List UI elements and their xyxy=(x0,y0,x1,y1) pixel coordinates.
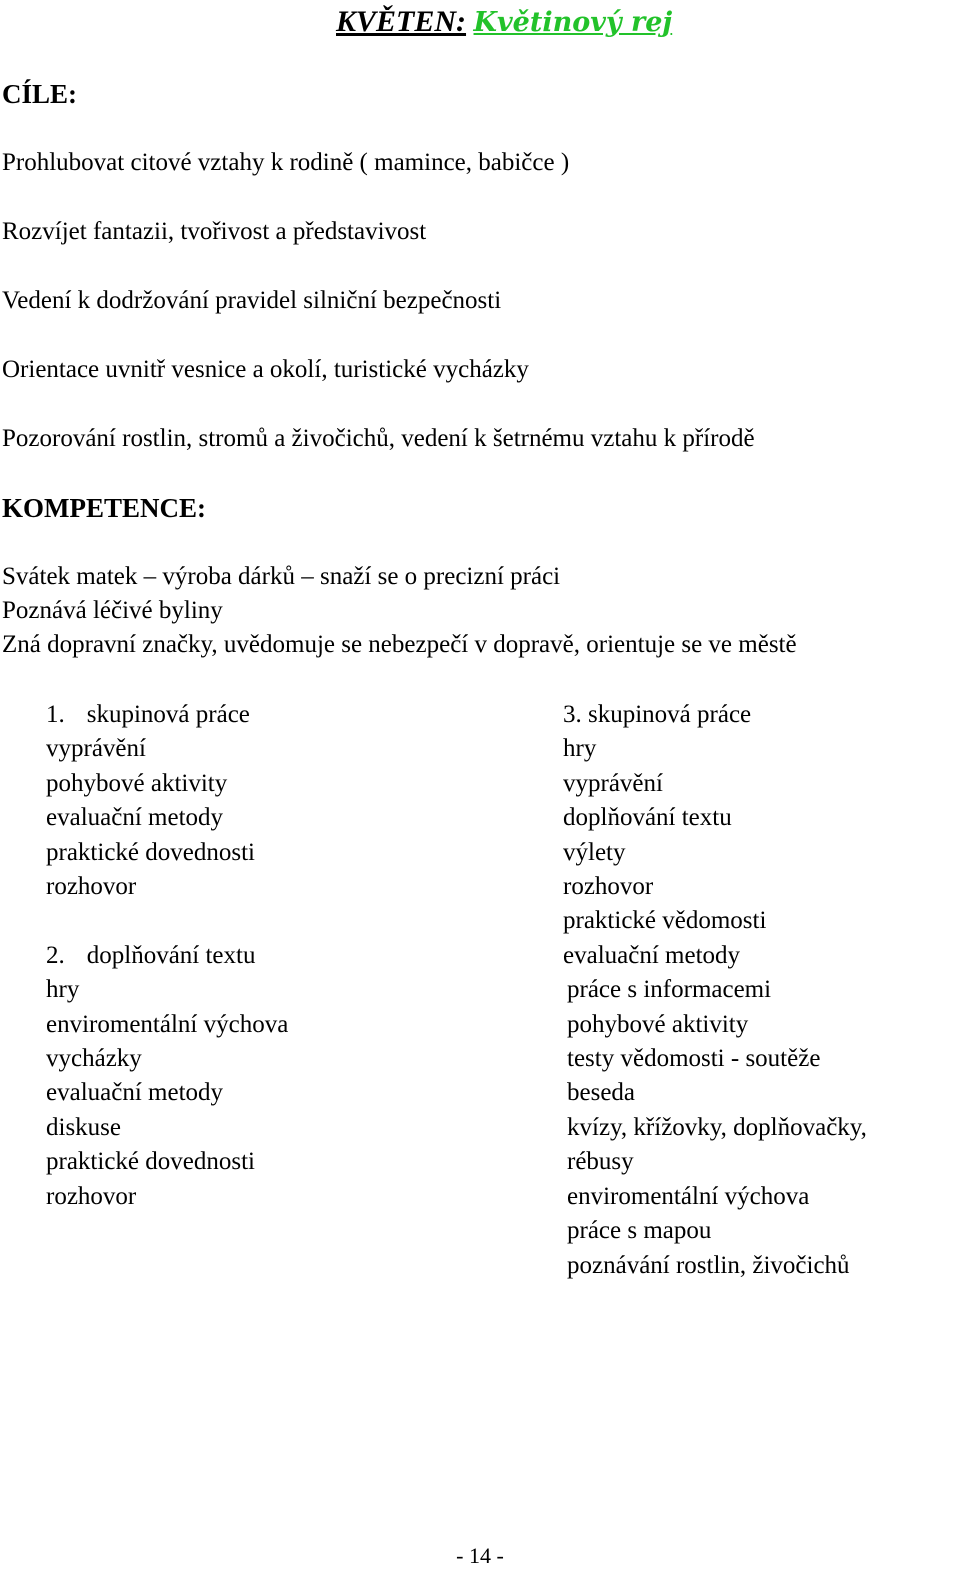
cile-item: Prohlubovat citové vztahy k rodině ( mamince, babičce ) xyxy=(2,149,570,176)
group-3-item: kvízy, křížovky, doplňovačky, xyxy=(567,1113,867,1141)
group-3-item: rébusy xyxy=(567,1148,634,1176)
group-3-item: hry xyxy=(563,735,597,763)
group-column-left xyxy=(46,698,288,1214)
page-number: - 14 - xyxy=(456,1543,504,1568)
kompetence-item: Zná dopravní značky, uvědomuje se nebezpečí v dopravě, orientuje se ve městě xyxy=(2,631,797,658)
group-3-item: práce s informacemi xyxy=(567,976,772,1004)
group-number: 3. xyxy=(563,701,582,728)
group-3-item: rozhovor xyxy=(563,873,654,901)
group-2-item: vycházky xyxy=(46,1045,142,1073)
group-2-item: rozhovor xyxy=(46,1182,137,1210)
group-3-item: pohybové aktivity xyxy=(567,1010,749,1038)
kompetence-item: Svátek matek – výroba dárků – snaží se o precizní práci xyxy=(2,563,561,590)
group-3-item: beseda xyxy=(567,1079,636,1107)
group-3-item: výlety xyxy=(563,838,626,866)
cile-item: Orientace uvnitř vesnice a okolí, turistické vycházky xyxy=(2,356,529,383)
group-2-title xyxy=(46,939,288,973)
cile-item: Vedení k dodržování pravidel silniční bezpečnosti xyxy=(2,287,502,314)
group-1-item: rozhovor xyxy=(46,873,137,901)
group-2-item: praktické dovednosti xyxy=(46,1148,255,1176)
title-month: KVĚTEN: xyxy=(336,5,467,38)
kompetence-item: Poznává léčivé byliny xyxy=(2,597,223,624)
group-1-item: vyprávění xyxy=(46,735,146,763)
group-3-item: enviromentální výchova xyxy=(567,1182,810,1210)
group-3-item: poznávání rostlin, živočichů xyxy=(567,1251,850,1279)
group-3-item: doplňování textu xyxy=(563,804,732,832)
cile-item: Pozorování rostlin, stromů a živočichů, vedení k šetrnému vztahu k přírodě xyxy=(2,425,755,452)
group-3-item: práce s mapou xyxy=(567,1217,712,1245)
group-1-item: evaluační metody xyxy=(46,804,224,832)
group-3-item: evaluační metody xyxy=(563,941,741,969)
group-1-item: pohybové aktivity xyxy=(46,769,228,797)
group-2-item: enviromentální výchova xyxy=(46,1010,289,1038)
kompetence-heading: KOMPETENCE: xyxy=(2,493,207,523)
group-title: doplňování textu xyxy=(86,941,256,969)
spacer xyxy=(46,904,288,938)
group-3-item: praktické vědomosti xyxy=(563,907,767,935)
group-1-title xyxy=(46,698,288,732)
title-theme: Květinový rej xyxy=(473,7,673,38)
group-3-item: testy vědomosti - soutěže xyxy=(567,1045,821,1073)
group-column-right xyxy=(563,698,867,1283)
cile-item: Rozvíjet fantazii, tvořivost a představivost xyxy=(2,218,427,245)
group-title: skupinová práce xyxy=(86,701,250,728)
cile-heading: CÍLE: xyxy=(2,79,78,109)
group-3-title xyxy=(563,698,867,732)
group-2-item: evaluační metody xyxy=(46,1079,224,1107)
group-1-item: praktické dovednosti xyxy=(46,838,255,866)
group-2-item: hry xyxy=(46,976,80,1004)
group-title: skupinová práce xyxy=(588,701,752,728)
group-number: 1. xyxy=(46,701,65,728)
page-title xyxy=(336,4,672,41)
group-2-item: diskuse xyxy=(46,1113,121,1141)
group-3-item: vyprávění xyxy=(563,769,663,797)
group-number: 2. xyxy=(46,941,65,969)
